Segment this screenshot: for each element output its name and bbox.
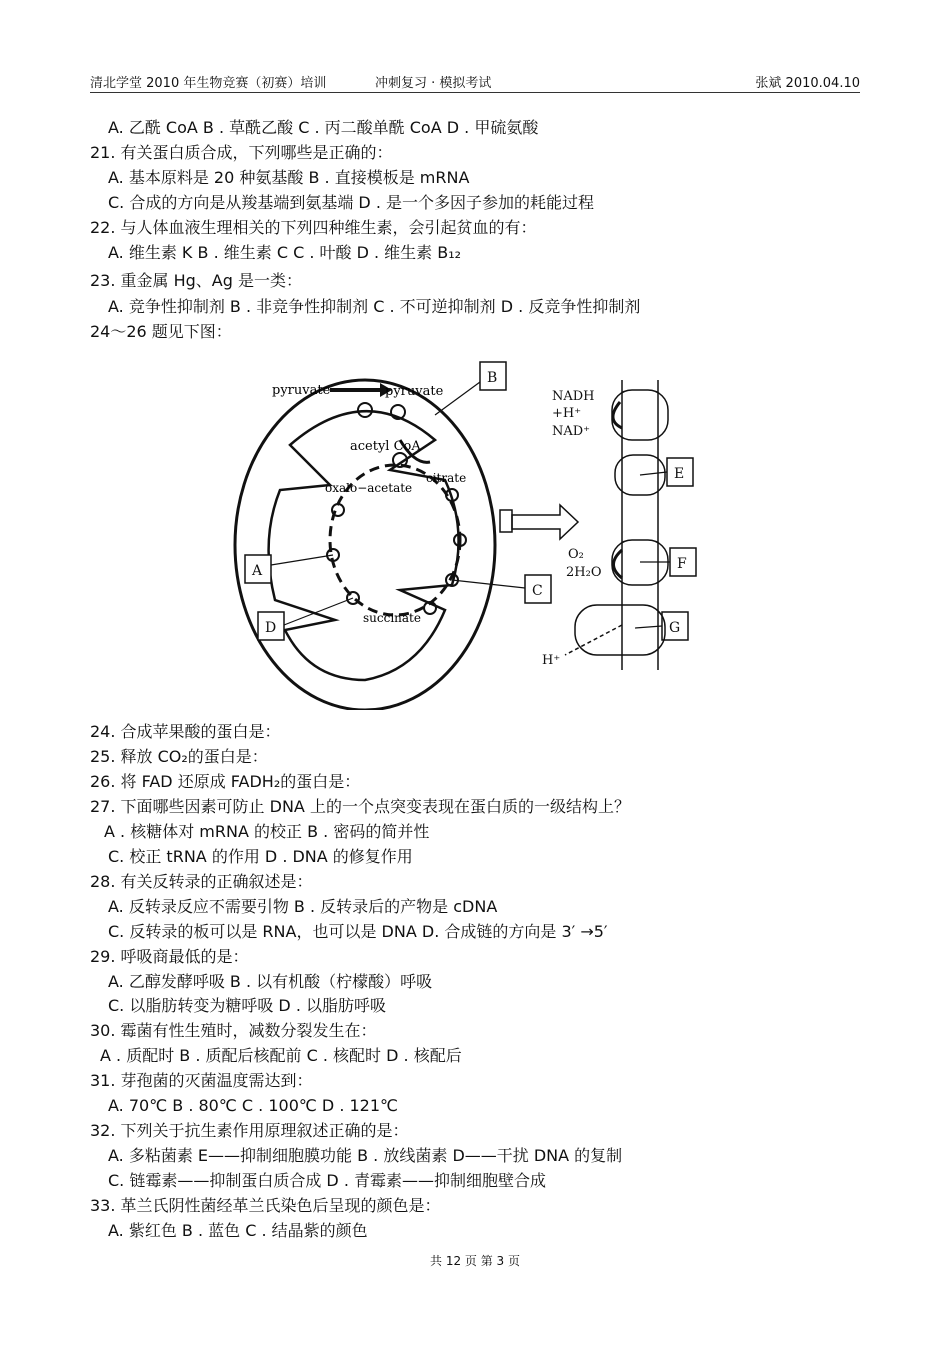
membrane-zoom-box (500, 510, 512, 532)
q23-options: A. 竞争性抑制剂 B . 非竞争性抑制剂 C . 不可逆抑制剂 D . 反竞争性抑制剂 (108, 297, 641, 316)
q29-stem: 29. 呼吸商最低的是： (90, 947, 249, 966)
q32-stem: 32. 下列关于抗生素作用原理叙述正确的是： (90, 1121, 409, 1140)
page-footer: 共 12 页 第 3 页 (430, 1254, 520, 1268)
leader-c (452, 580, 525, 588)
box-b-label: B (487, 370, 498, 386)
q25-stem: 25. 释放 CO₂的蛋白是： (90, 747, 268, 766)
leader-e (640, 472, 667, 475)
cycle-protein (332, 504, 344, 516)
leader-a (271, 555, 333, 565)
label-o2: O₂ (568, 547, 584, 562)
q28-stem: 28. 有关反转录的正确叙述是： (90, 872, 313, 891)
hplus-arrow (565, 625, 622, 655)
complex-i (612, 390, 668, 440)
q24-26-intro: 24～26 题见下图： (90, 322, 232, 341)
q23-stem: 23. 重金属 Hg、Ag 是一类： (90, 271, 302, 290)
label-succinate: succinate (363, 611, 421, 625)
box-f-label: F (677, 556, 687, 572)
q31-stem: 31. 芽孢菌的灭菌温度需达到： (90, 1071, 313, 1090)
q22-options: A. 维生素 K B . 维生素 C C . 叶酸 D . 维生素 B₁₂ (108, 243, 462, 262)
q26-stem: 26. 将 FAD 还原成 FADH₂的蛋白是： (90, 772, 361, 791)
label-pyruvate-out: pyruvate (272, 383, 331, 398)
label-nad: NAD⁺ (552, 424, 591, 439)
q32-options-cd: C. 链霉素——抑制蛋白质合成 D . 青霉素——抑制细胞壁合成 (108, 1171, 547, 1190)
label-nadh: NADH (552, 389, 595, 404)
label-acetyl-coa: acetyl CoA (350, 439, 421, 454)
q21-options-ab: A. 基本原料是 20 种氨基酸 B . 直接模板是 mRNA (108, 168, 470, 187)
q29-options-ab: A. 乙醇发酵呼吸 B . 以有机酸（柠檬酸）呼吸 (108, 972, 433, 991)
nadh-arrow (613, 402, 622, 428)
header-right: 张斌 2010.04.10 (755, 76, 860, 91)
box-c-label: C (532, 583, 543, 599)
label-h: +H⁺ (552, 406, 582, 421)
q33-stem: 33. 革兰氏阴性菌经革兰氏染色后呈现的颜色是： (90, 1196, 441, 1215)
label-citrate: citrate (426, 471, 467, 485)
q24-stem: 24. 合成苹果酸的蛋白是： (90, 722, 281, 741)
q27-stem: 27. 下面哪些因素可防止 DNA 上的一个点突变表现在蛋白质的一级结构上？ (90, 797, 630, 816)
box-e-label: E (674, 466, 685, 482)
label-h2o: 2H₂O (566, 565, 602, 580)
complex-g (575, 605, 665, 655)
q30-stem: 30. 霉菌有性生殖时，减数分裂发生在： (90, 1021, 377, 1040)
q33-options: A. 紫红色 B . 蓝色 C . 结晶紫的颜色 (108, 1221, 368, 1240)
q31-options: A. 70℃ B . 80℃ C . 100℃ D . 121℃ (108, 1096, 399, 1115)
q30-options: A . 质配时 B . 质配后核配前 C . 核配时 D . 核配后 (100, 1046, 462, 1065)
header-center: 冲刺复习 · 模拟考试 (375, 76, 492, 91)
q20-options: A. 乙酰 CoA B . 草酰乙酸 C . 丙二酸单酰 CoA D . 甲硫氨酸 (108, 118, 539, 137)
q29-options-cd: C. 以脂肪转变为糖呼吸 D . 以脂肪呼吸 (108, 996, 387, 1015)
leader-d (284, 598, 353, 625)
label-hplus: H⁺ (542, 653, 561, 668)
q27-options-cd: C. 校正 tRNA 的作用 D . DNA 的修复作用 (108, 847, 413, 866)
q21-stem: 21. 有关蛋白质合成，下列哪些是正确的： (90, 143, 393, 162)
box-g-label: G (669, 620, 681, 636)
q27-options-ab: A . 核糖体对 mRNA 的校正 B . 密码的简并性 (104, 822, 430, 841)
q28-options-cd: C. 反转录的板可以是 RNA，也可以是 DNA D. 合成链的方向是 3′ →5′ (108, 922, 608, 941)
q28-options-ab: A. 反转录反应不需要引物 B . 反转录后的产物是 cDNA (108, 897, 498, 916)
page-header (90, 70, 860, 93)
header-left: 清北学堂 2010 年生物竞赛（初赛）培训 (90, 76, 327, 91)
label-oxaloacetate: oxalo−acetate (325, 481, 413, 495)
mitochondria-diagram (230, 350, 730, 710)
box-a-label: A (252, 563, 263, 579)
q32-options-ab: A. 多粘菌素 E——抑制细胞膜功能 B . 放线菌素 D——干扰 DNA 的复制 (108, 1146, 623, 1165)
label-pyruvate-in: pyruvate (385, 384, 444, 399)
q22-stem: 22. 与人体血液生理相关的下列四种维生素，会引起贫血的有： (90, 218, 537, 237)
box-d-label: D (265, 620, 277, 636)
q21-options-cd: C. 合成的方向是从羧基端到氨基端 D . 是一个多因子参加的耗能过程 (108, 193, 595, 212)
zoom-arrow (512, 505, 578, 539)
